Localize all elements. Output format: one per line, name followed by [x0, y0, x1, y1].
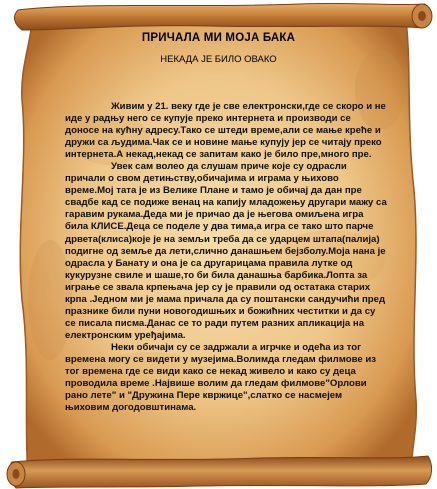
story-paragraph-3: Неки обичаји су се задржали а игрчке и одећа из тог времена могу се видети у музејима.Волимда гледам филмове из тог времена где се види како се некад живело и како су деца проводила време .Највише волим да гледам филмове"Орлови рано лете" и "Дружина Пере квржице",слатко се насмејем њиховим догодовштинама.	[65, 341, 377, 414]
document-title: ПРИЧАЛА МИ МОЈА БАКА	[141, 32, 296, 44]
story-body	[65, 101, 387, 414]
document-subtitle: НЕКАДА ЈЕ БИЛО ОВАКО	[160, 54, 277, 65]
story-paragraph-1: Живим у 21. веку где је све електронски,где се скоро и не иде у радњу него се купује преко интернета и производи се доносе на кућну адресу.Тако се штеди време,али се мање креће и дружи са људима.Чак се и новине мање купују јер се читају преко интернета.А некад,некад се запитам како је било пре,много пре.	[65, 101, 386, 161]
story-paragraph-2: Увек сам волео да слушам приче које су одрасли причали о свом детињству,обичајима и играма у њихово време.Мој тата је из Велике Плане и тамо је обичај да дан пре свадбе кад се подиже венац на капију младожењу другари мажу са гаравим рукама.Деда ми је причао да је његова омиљена игра била КЛИСЕ.Деца се поделе у два тима,а игра се тако што парче дрвета(клиса)које је на земљи треба да се ударцем штапа(палија) подигне од земље да лети,слично данашњем бејзболу.Моја нана је одрасла у Банату и она је са другарицама правила лутке од кукурузне свиле и шаше,то би била данашња барбика.Лопта за играње се звала крпењача јер су је правили од остатака старих крпа .Једном ми је мама причала да су поштански сандучићи пред празнике били пуни новогодишњих и божићних честитки и да су се писала писма.Данас се то ради путем разних апликација на електронским уређајима.	[65, 161, 387, 341]
